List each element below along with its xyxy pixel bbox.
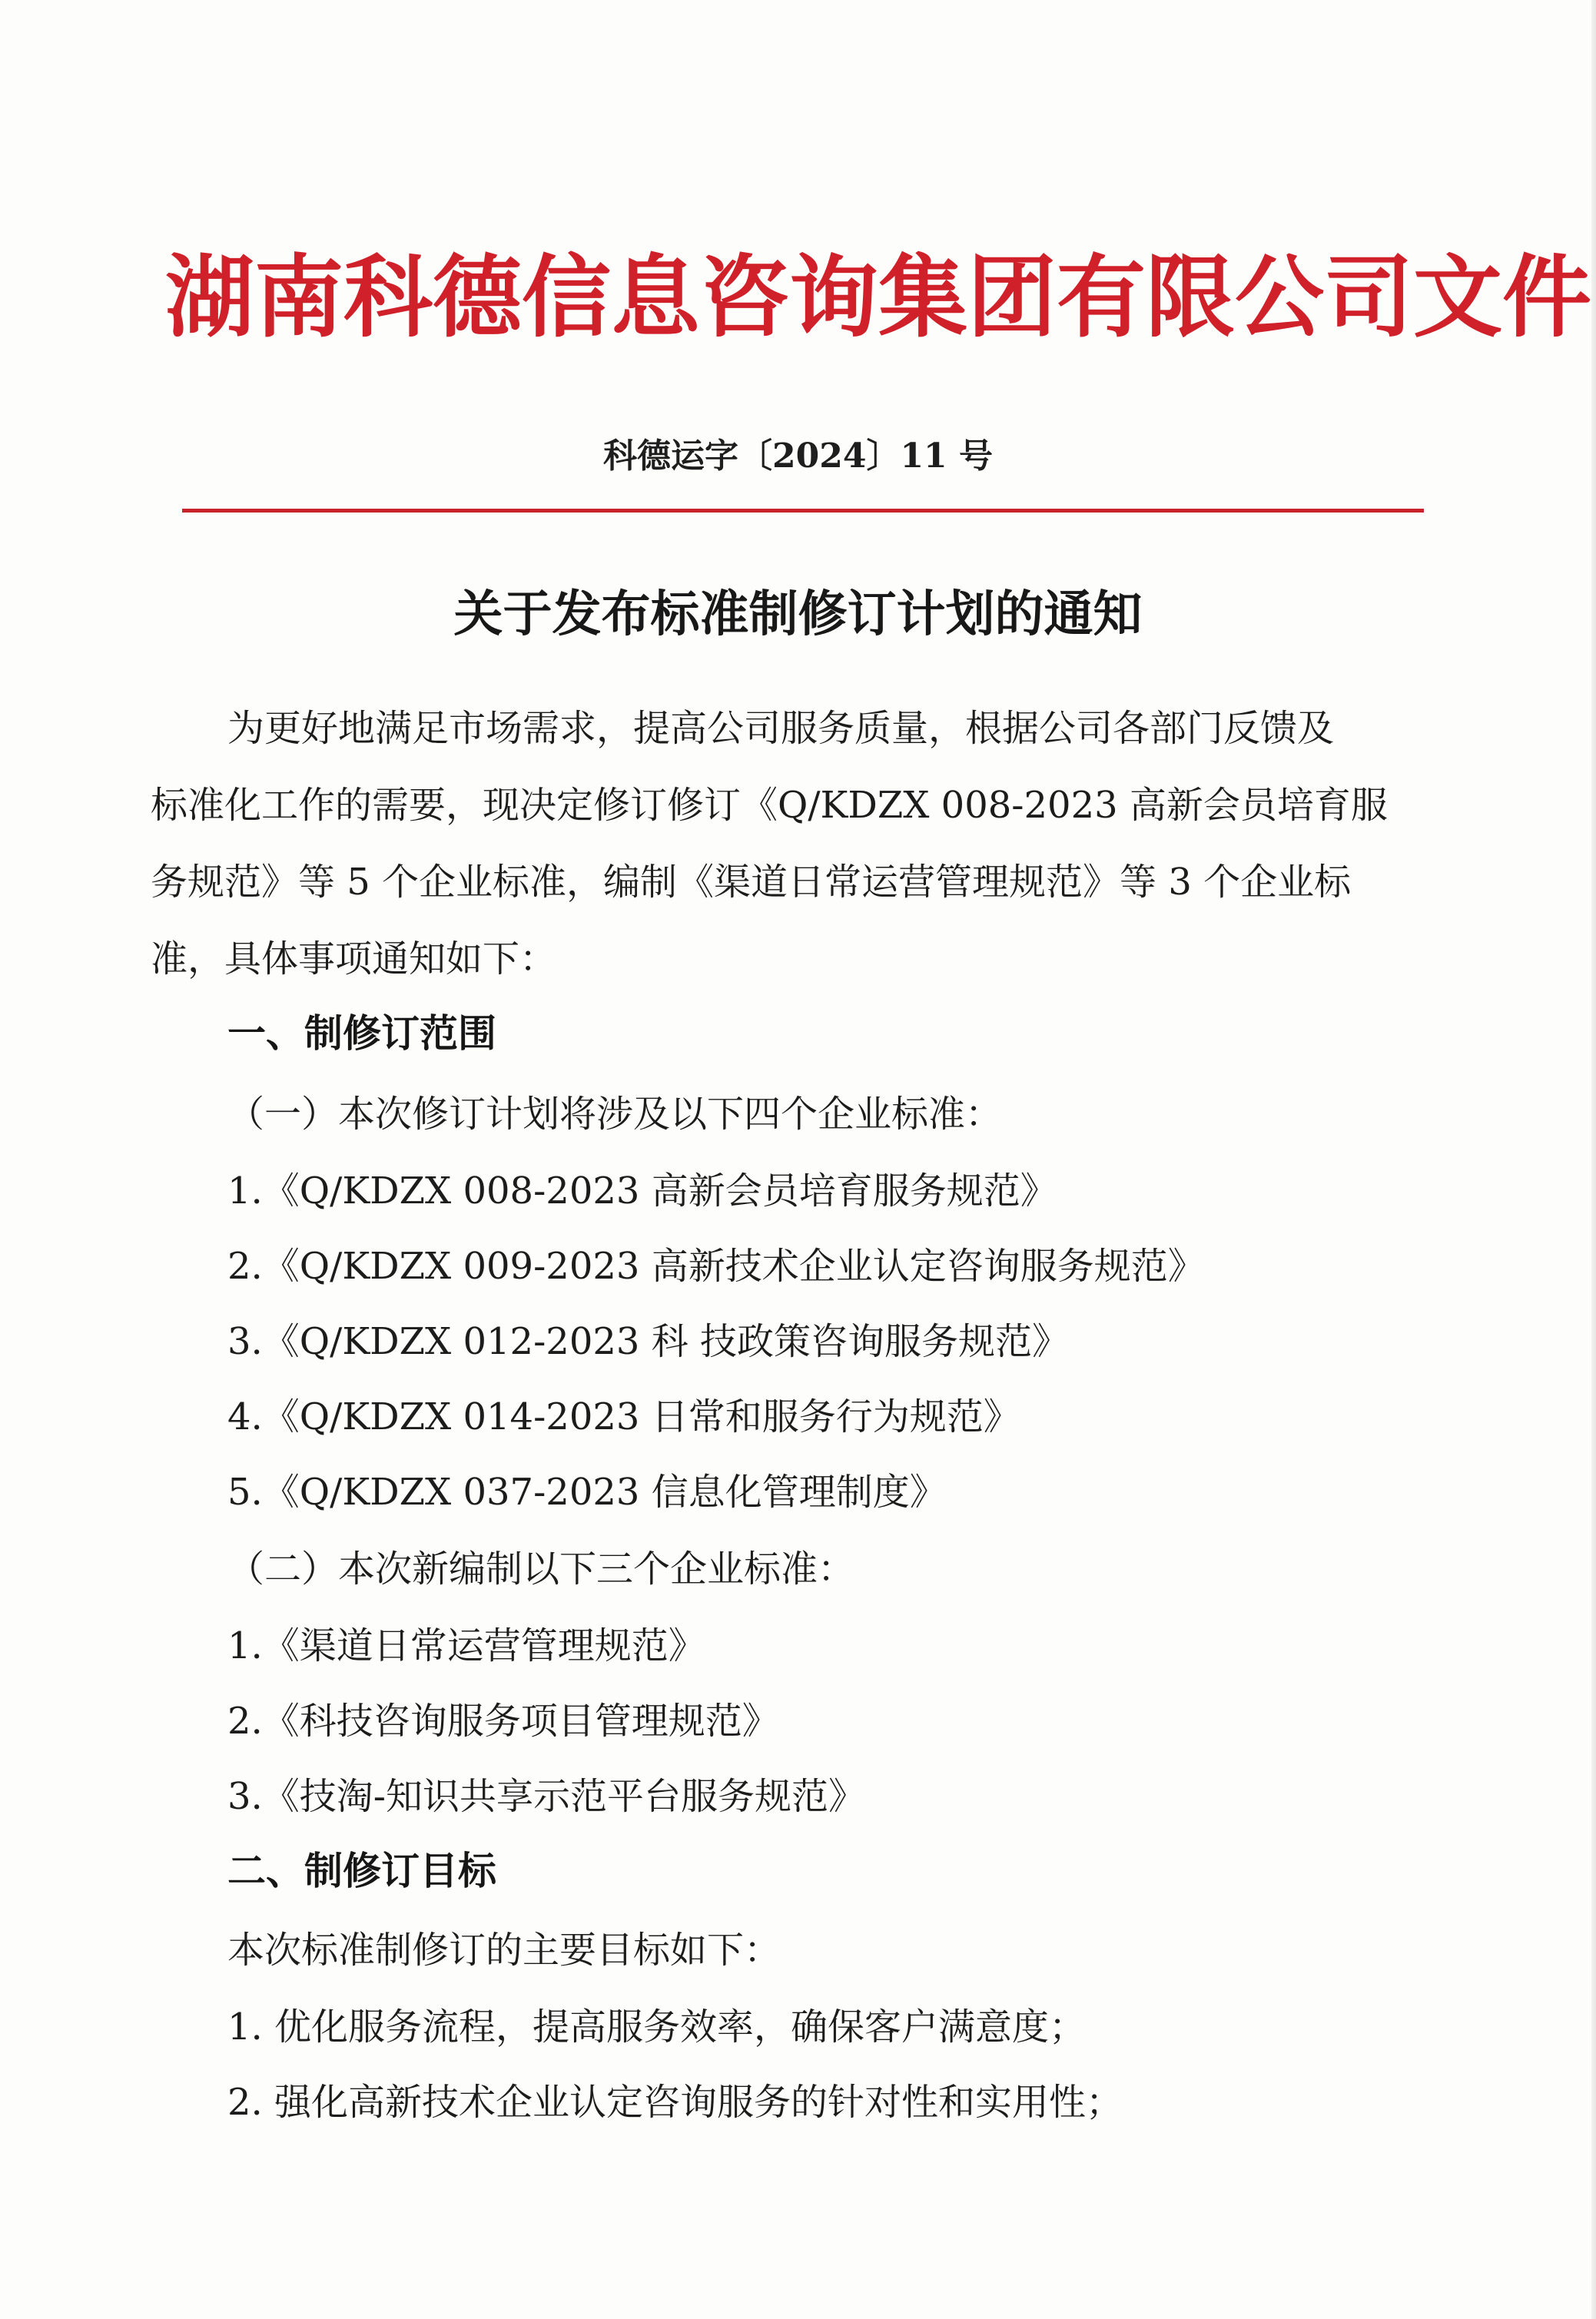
list-item: 3.《技淘-知识共享示范平台服务规范》 (227, 1775, 866, 1818)
intro-line-4: 准，具体事项通知如下： (151, 937, 557, 980)
section-2-intro: 本次标准制修订的主要目标如下： (227, 1929, 781, 1972)
section-1-sub-1-label: （一）本次修订计划将涉及以下四个企业标准： (227, 1093, 1003, 1136)
list-item: 2.《科技咨询服务项目管理规范》 (227, 1700, 779, 1743)
intro-line-3: 务规范》等 5 个企业标准，编制《渠道日常运营管理规范》等 3 个企业标 (151, 861, 1352, 904)
notice-title: 关于发布标准制修订计划的通知 (453, 586, 1143, 643)
section-1-sub-2-label: （二）本次新编制以下三个企业标准： (227, 1548, 855, 1591)
red-divider-rule (182, 509, 1424, 513)
scan-edge-shadow (1591, 0, 1596, 2319)
list-item: 2. 强化高新技术企业认定咨询服务的针对性和实用性； (227, 2081, 1123, 2124)
intro-line-1: 为更好地满足市场需求，提高公司服务质量，根据公司各部门反馈及 (227, 707, 1335, 750)
org-header-title: 湖南科德信息咨询集团有限公司文件 (165, 246, 1591, 350)
list-item: 1.《Q/KDZX 008-2023 高新会员培育服务规范》 (227, 1169, 1057, 1213)
section-2-heading: 二、制修订目标 (227, 1849, 496, 1893)
section-1-heading: 一、制修订范围 (227, 1011, 496, 1056)
list-item: 2.《Q/KDZX 009-2023 高新技术企业认定咨询服务规范》 (227, 1245, 1205, 1288)
intro-line-2: 标准化工作的需要，现决定修订修订《Q/KDZX 008-2023 高新会员培育服 (151, 784, 1388, 827)
list-item: 1. 优化服务流程，提高服务效率，确保客户满意度； (227, 2005, 1087, 2049)
list-item: 5.《Q/KDZX 037-2023 信息化管理制度》 (227, 1471, 947, 1514)
list-item: 4.《Q/KDZX 014-2023 日常和服务行为规范》 (227, 1395, 1020, 1438)
list-item: 3.《Q/KDZX 012-2023 科 技政策咨询服务规范》 (227, 1320, 1069, 1363)
document-number: 科德运字〔2024〕11 号 (602, 436, 993, 476)
list-item: 1.《渠道日常运营管理规范》 (227, 1624, 705, 1667)
